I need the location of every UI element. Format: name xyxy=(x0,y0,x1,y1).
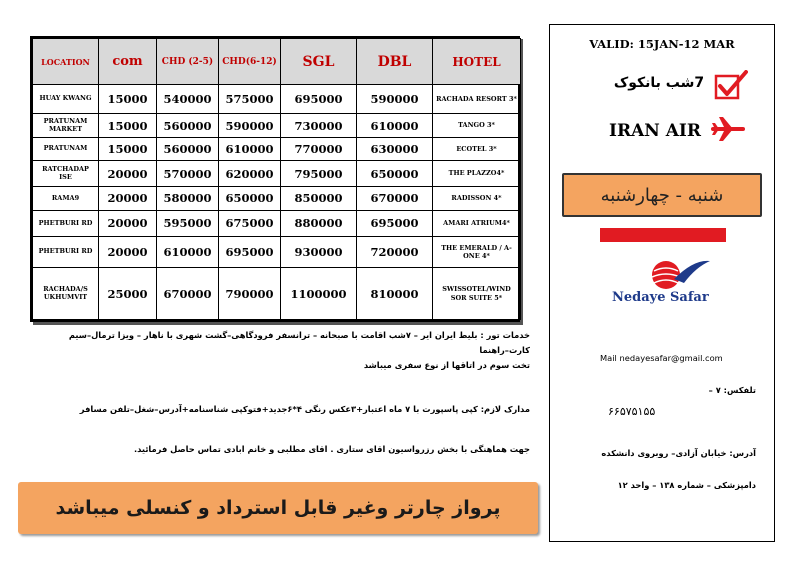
cell-chd2: 620000 xyxy=(219,160,281,186)
cell-sgl: 770000 xyxy=(281,137,357,160)
bangkok-nights: 7شب بانکوک xyxy=(613,75,705,91)
cell-location: RACHADA/S UKHUMVIT xyxy=(33,268,99,320)
table-row xyxy=(33,137,521,160)
cell-chd2: 590000 xyxy=(219,114,281,137)
table-row xyxy=(33,187,521,210)
cell-hotel: THE PLAZZO4* xyxy=(433,160,521,186)
contact-email: Mail nedayesafar@gmail.com xyxy=(600,353,723,363)
cell-chd1: 560000 xyxy=(157,114,219,137)
departure-days: شنبه - چهارشنبه xyxy=(600,184,724,206)
cell-location: RATCHADAP ISE xyxy=(33,160,99,186)
header-chd-2-5: CHD (2-5) xyxy=(157,39,219,85)
tour-services xyxy=(60,328,530,373)
table-row xyxy=(33,236,521,267)
cell-sgl: 695000 xyxy=(281,85,357,114)
cell-chd2: 790000 xyxy=(219,268,281,320)
telfax-label: تلفکس: ۷ – xyxy=(708,385,756,395)
price-table xyxy=(32,38,521,320)
cell-location: RAMA9 xyxy=(33,187,99,210)
services-line-2: تخت سوم در اتاقها از نوع سفری میباشد xyxy=(363,360,530,370)
cell-hotel: AMARI ATRIUM4* xyxy=(433,210,521,236)
cell-chd2: 695000 xyxy=(219,236,281,267)
cell-dbl: 670000 xyxy=(357,187,433,210)
red-divider-bar xyxy=(600,228,726,242)
cell-com: 15000 xyxy=(99,114,157,137)
cell-com: 25000 xyxy=(99,268,157,320)
cell-chd1: 610000 xyxy=(157,236,219,267)
address-line-1: آدرس: خیابان آزادی– روبروی دانشکده xyxy=(601,448,756,458)
cell-location: PHETBURI RD xyxy=(33,236,99,267)
cell-chd1: 580000 xyxy=(157,187,219,210)
cell-sgl: 880000 xyxy=(281,210,357,236)
cell-com: 15000 xyxy=(99,137,157,160)
info-panel xyxy=(549,24,775,542)
cell-dbl: 590000 xyxy=(357,85,433,114)
valid-dates: VALID: 15JAN-12 MAR xyxy=(589,37,735,51)
cell-chd1: 595000 xyxy=(157,210,219,236)
cell-location: PHETBURI RD xyxy=(33,210,99,236)
header-location: LOCATION xyxy=(33,39,99,85)
airplane-icon xyxy=(711,115,745,147)
cell-hotel: RADISSON 4* xyxy=(433,187,521,210)
telfax-number: ۶۶۵۷۵۱۵۵ xyxy=(608,405,656,418)
table-header-row xyxy=(33,39,521,85)
cell-location: PRATUNAM xyxy=(33,137,99,160)
header-com: com xyxy=(99,39,157,85)
cell-com: 20000 xyxy=(99,160,157,186)
cell-com: 20000 xyxy=(99,236,157,267)
coordination-note: جهت هماهنگی با بخش رزرواسیون اقای ستاری . اقای مطلبی و خانم ابادی تماس حاصل فرمائید. xyxy=(133,444,530,454)
cell-sgl: 930000 xyxy=(281,236,357,267)
cell-com: 20000 xyxy=(99,187,157,210)
header-sgl: SGL xyxy=(281,39,357,85)
airline-row xyxy=(602,113,752,149)
cell-sgl: 730000 xyxy=(281,114,357,137)
cell-hotel: TANGO 3* xyxy=(433,114,521,137)
required-documents: مدارک لازم: کپی پاسپورت با ۷ ماه اعتبار+۳عکس رنگی ۴*۶جدید+فتوکپی شناسنامه+آدرس–شغل–تلفن مسافر xyxy=(79,404,530,414)
cell-chd1: 560000 xyxy=(157,137,219,160)
cell-sgl: 795000 xyxy=(281,160,357,186)
cell-hotel: RACHADA RESORT 3* xyxy=(433,85,521,114)
table-row xyxy=(33,268,521,320)
cell-chd2: 650000 xyxy=(219,187,281,210)
checkmark-icon xyxy=(714,70,740,96)
cell-com: 20000 xyxy=(99,210,157,236)
cell-chd2: 675000 xyxy=(219,210,281,236)
cell-sgl: 1100000 xyxy=(281,268,357,320)
cell-hotel: ECOTEL 3* xyxy=(433,137,521,160)
cell-location: HUAY KWANG xyxy=(33,85,99,114)
cell-dbl: 720000 xyxy=(357,236,433,267)
cell-sgl: 850000 xyxy=(281,187,357,210)
cell-chd2: 610000 xyxy=(219,137,281,160)
cell-hotel: THE EMERALD / A-ONE 4* xyxy=(433,236,521,267)
cell-hotel: SWISSOTEL/WIND SOR SUITE 5* xyxy=(433,268,521,320)
cell-chd1: 670000 xyxy=(157,268,219,320)
days-banner xyxy=(562,173,762,217)
brand-name: Nedaye Safar xyxy=(612,290,709,305)
charter-banner-text: پرواز چارتر وغیر قابل استرداد و کنسلی میباشد xyxy=(55,497,501,519)
table-row xyxy=(33,85,521,114)
header-hotel: HOTEL xyxy=(433,39,521,85)
table-row xyxy=(33,210,521,236)
cell-dbl: 630000 xyxy=(357,137,433,160)
services-line-1: خدمات تور : بلیط ایران ایر – ۷شب اقامت با صبحانه – ترانسفر فرودگاهی–گشت شهری با ناهار – ویزا ترمال–سیم کارت–راهنما xyxy=(68,330,530,355)
bangkok-row xyxy=(592,65,762,101)
price-table-frame xyxy=(30,36,520,322)
address-line-2: دامپزشکی – شماره ۱۳۸ – واحد ۱۲ xyxy=(617,480,756,490)
cell-location: PRATUNAM MARKET xyxy=(33,114,99,137)
cell-chd2: 575000 xyxy=(219,85,281,114)
cell-dbl: 610000 xyxy=(357,114,433,137)
cell-dbl: 695000 xyxy=(357,210,433,236)
cell-dbl: 810000 xyxy=(357,268,433,320)
header-chd-6-12: CHD(6-12) xyxy=(219,39,281,85)
cell-chd1: 540000 xyxy=(157,85,219,114)
airline-name: IRAN AIR xyxy=(609,121,701,141)
table-row xyxy=(33,114,521,137)
cell-dbl: 650000 xyxy=(357,160,433,186)
cell-com: 15000 xyxy=(99,85,157,114)
charter-banner xyxy=(18,482,538,534)
cell-chd1: 570000 xyxy=(157,160,219,186)
header-dbl: DBL xyxy=(357,39,433,85)
table-row xyxy=(33,160,521,186)
